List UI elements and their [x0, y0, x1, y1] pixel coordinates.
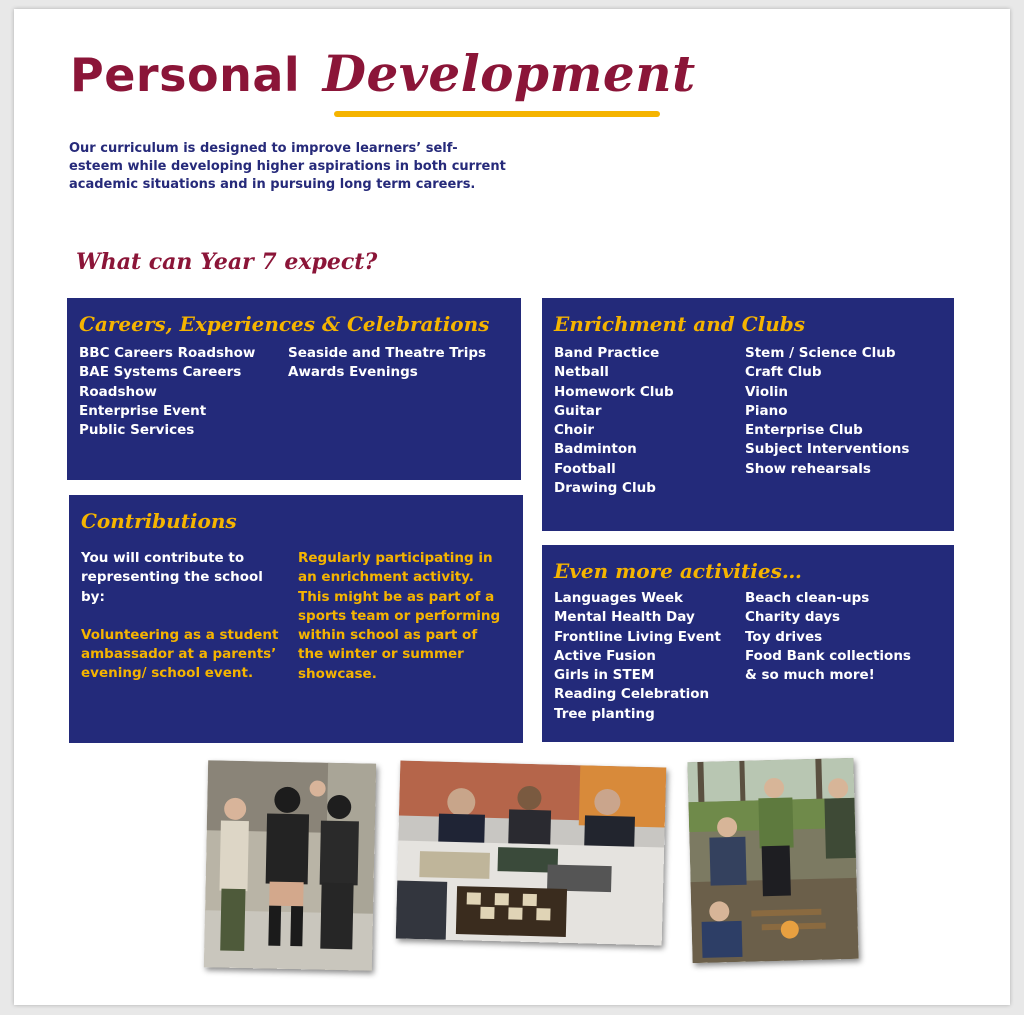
more-activities-box: [542, 545, 954, 742]
contributions-col-2: [298, 549, 503, 684]
list-item: Netball: [554, 364, 609, 381]
title-script: Development: [322, 44, 696, 103]
list-item: Craft Club: [745, 364, 822, 381]
photo-costumed-students: [204, 760, 376, 970]
list-item: Subject Interventions: [745, 441, 910, 458]
photo-costumed-students-image: [204, 760, 376, 970]
list-item: Awards Evenings: [288, 364, 418, 381]
photo-outdoor-activity-image: [687, 758, 858, 963]
list-item: Homework Club: [554, 383, 674, 400]
contributions-point-2: Regularly participating in an enrichment activity. This might be as part of a sports team or performing within school as part of the winter or summer showcase.: [298, 550, 501, 682]
contributions-box: [69, 495, 523, 743]
list-item: Charity days: [745, 609, 841, 626]
enrichment-box: [542, 298, 954, 531]
page: [14, 9, 1010, 1005]
more-list-2: [745, 589, 911, 724]
intro-text: Our curriculum is designed to improve learners’ self-esteem while developing higher aspirations in both current academic situations and in pursuing long term careers.: [69, 141, 506, 192]
contributions-lead: You will contribute to representing the school by:: [81, 550, 263, 605]
more-activities-title: Even more activities…: [554, 559, 802, 583]
title-plain: Personal: [70, 48, 301, 102]
list-item: Girls in STEM: [554, 667, 655, 684]
list-item: Active Fusion: [554, 647, 656, 664]
enrichment-list-1: [554, 344, 745, 498]
page-title: [70, 44, 696, 103]
photo-outdoor-activity: [687, 758, 858, 963]
list-item: Piano: [745, 402, 788, 419]
list-item: Tree planting: [554, 705, 655, 722]
list-item: Public Services: [79, 422, 195, 439]
list-item: Seaside and Theatre Trips: [288, 345, 487, 361]
list-item: Guitar: [554, 402, 602, 419]
list-item: Reading Celebration: [554, 686, 710, 703]
list-item: Football: [554, 460, 616, 477]
photo-chess-club-image: [396, 761, 667, 946]
title-underline: [334, 111, 660, 117]
list-item: Languages Week: [554, 590, 683, 606]
list-item: Mental Health Day: [554, 609, 695, 626]
list-item: BBC Careers Roadshow: [79, 345, 256, 361]
year7-subheading: What can Year 7 expect?: [76, 249, 378, 275]
list-item: Toy drives: [745, 628, 823, 645]
list-item: Choir: [554, 422, 595, 439]
careers-list-1: [79, 344, 288, 440]
list-item: Food Bank collections: [745, 647, 911, 664]
list-item: Frontline Living Event: [554, 628, 721, 645]
careers-title: Careers, Experiences & Celebrations: [79, 312, 490, 336]
contributions-point-1: Volunteering as a student ambassador at a parents’ evening/ school event.: [81, 626, 279, 682]
list-item: Violin: [745, 383, 788, 400]
careers-list-2: [288, 344, 486, 440]
list-item: Beach clean-ups: [745, 590, 870, 606]
more-list-1: [554, 589, 745, 724]
list-item: Stem / Science Club: [745, 345, 896, 361]
list-item: Enterprise Event: [79, 402, 207, 419]
list-item: Show rehearsals: [745, 460, 871, 477]
list-item: BAE Systems Careers Roadshow: [79, 364, 242, 400]
list-item: Badminton: [554, 441, 637, 458]
list-item: & so much more!: [745, 667, 875, 684]
enrichment-list-2: [745, 344, 909, 498]
enrichment-title: Enrichment and Clubs: [554, 312, 806, 336]
contributions-col-1: [81, 549, 298, 684]
photo-chess-club: [396, 761, 667, 946]
list-item: Enterprise Club: [745, 422, 863, 439]
list-item: Band Practice: [554, 345, 660, 361]
careers-box: [67, 298, 521, 480]
list-item: Drawing Club: [554, 480, 656, 497]
contributions-title: Contributions: [81, 509, 237, 533]
